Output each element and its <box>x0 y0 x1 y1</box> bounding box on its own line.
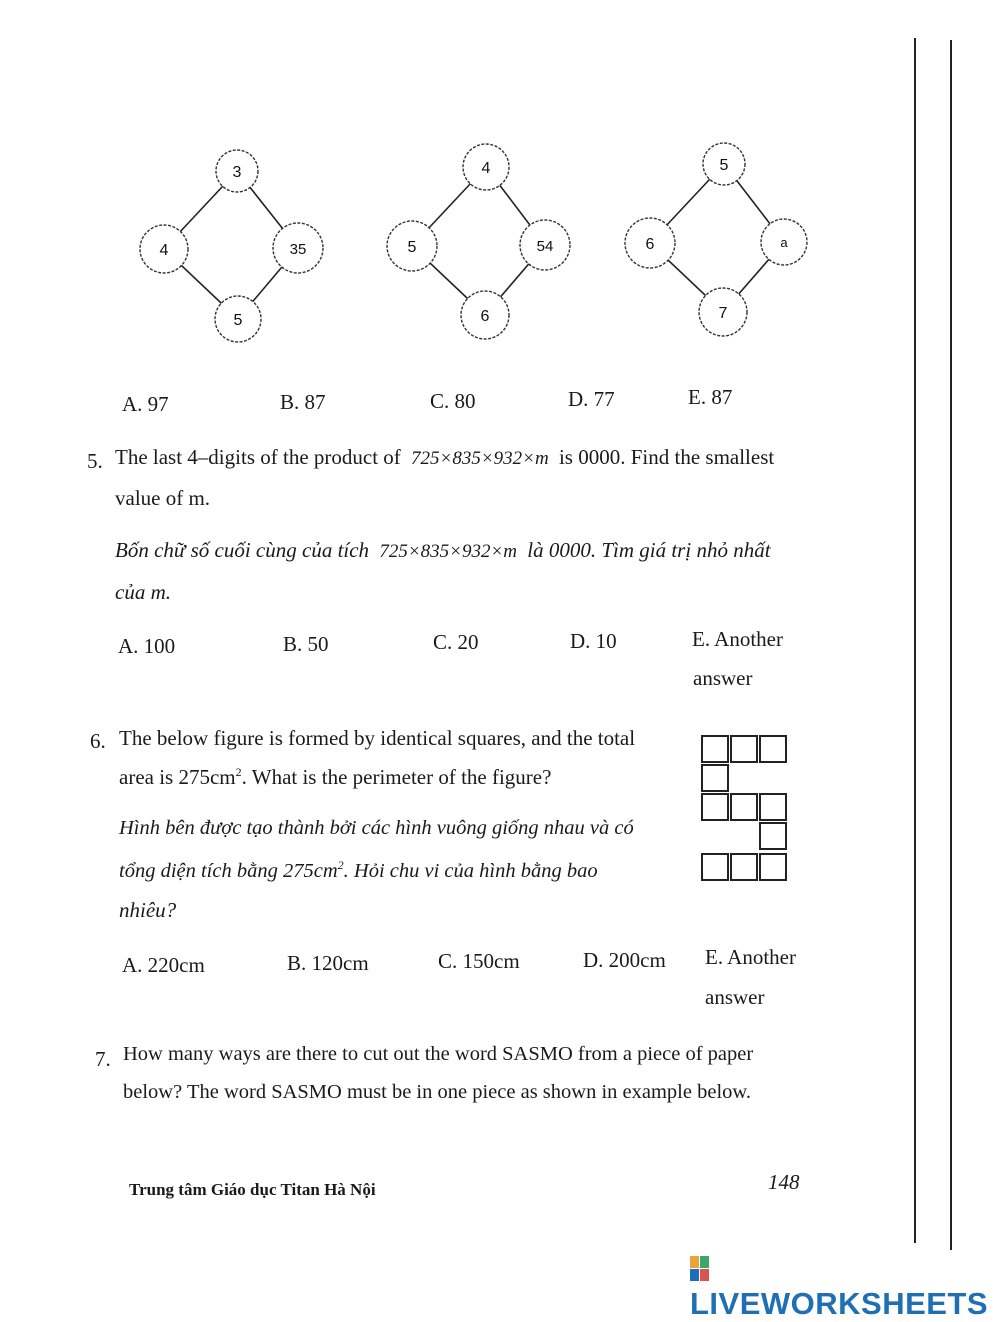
q7-line2: below? The word SASMO must be in one piece as shown in example below. <box>123 1081 751 1103</box>
q7-line1: How many ways are there to cut out the word SASMO from a piece of paper <box>123 1043 754 1065</box>
q6-option-a[interactable]: A. 220cm <box>122 953 205 977</box>
q6-vi-line2-pre: tổng diện tích bằng 275cm <box>119 859 338 882</box>
diamond-diagrams <box>0 0 1000 360</box>
q5-option-a[interactable]: A. 100 <box>118 634 176 658</box>
q5-math: 725×835×932×m <box>411 448 549 469</box>
liveworksheets-logo-icon <box>690 1256 710 1282</box>
q6-line2-sup: 2 <box>235 765 242 779</box>
q6-line2-post: . What is the perimeter of the figure? <box>241 765 552 789</box>
q5-number: 5. <box>87 449 103 473</box>
page-number: 148 <box>768 1170 800 1194</box>
q4-option-d[interactable]: D. 77 <box>568 387 615 411</box>
q6-option-d[interactable]: D. 200cm <box>583 948 666 972</box>
q5-line2: value of m. <box>115 486 211 510</box>
q5-vi-line2: của m. <box>115 580 171 604</box>
q6-option-e-cont: answer <box>705 985 765 1009</box>
q7-number: 7. <box>95 1047 111 1071</box>
square <box>759 853 787 881</box>
q5-option-e-cont: answer <box>693 666 753 690</box>
q5-line1-pre: The last 4–digits of the product of <box>115 445 401 469</box>
square <box>701 764 729 792</box>
q6-number: 6. <box>90 729 106 753</box>
q6-line2-pre: area is 275cm <box>119 765 236 789</box>
q4-option-e[interactable]: E. 87 <box>688 385 733 409</box>
q6-option-b[interactable]: B. 120cm <box>287 951 369 975</box>
square <box>730 793 758 821</box>
q5-vi-line1 <box>115 540 771 561</box>
square <box>730 735 758 763</box>
label-d3-bottom: 7 <box>718 305 728 322</box>
q6-vi-line2-sup: 2 <box>337 858 344 872</box>
label-d3-right: a <box>780 235 788 250</box>
label-d2-left: 5 <box>407 239 417 256</box>
q6-vi-line1: Hình bên được tạo thành bởi các hình vuông giống nhau và có <box>119 817 634 839</box>
q6-vi-line2 <box>119 859 598 881</box>
q5-option-e[interactable]: E. Another <box>692 627 783 651</box>
square <box>759 793 787 821</box>
q5-line1-post: is 0000. Find the smallest <box>558 445 775 469</box>
q4-option-b[interactable]: B. 87 <box>280 390 326 414</box>
q5-option-d[interactable]: D. 10 <box>570 629 617 653</box>
q4-option-a[interactable]: A. 97 <box>122 392 169 416</box>
label-d3-top: 5 <box>719 157 729 174</box>
q6-vi-line3: nhiêu? <box>119 898 177 922</box>
label-d1-right: 35 <box>289 241 307 258</box>
q5-vi-math: 725×835×932×m <box>379 541 517 562</box>
square <box>759 822 787 850</box>
q6-option-c[interactable]: C. 150cm <box>438 949 520 973</box>
label-d1-top: 3 <box>232 164 242 181</box>
q5-option-c[interactable]: C. 20 <box>433 630 479 654</box>
label-d1-bottom: 5 <box>233 312 243 329</box>
liveworksheets-logo[interactable] <box>690 1250 1000 1322</box>
q6-option-e[interactable]: E. Another <box>705 945 796 969</box>
q5-line1 <box>115 447 774 468</box>
label-d2-top: 4 <box>481 160 491 177</box>
q5-option-b[interactable]: B. 50 <box>283 632 329 656</box>
square <box>759 735 787 763</box>
footer-center-name: Trung tâm Giáo dục Titan Hà Nội <box>129 1180 376 1199</box>
label-d1-left: 4 <box>159 242 169 259</box>
q6-line1: The below figure is formed by identical squares, and the total <box>119 726 636 750</box>
q5-vi-line1-post: là 0000. Tìm giá trị nhỏ nhất <box>527 538 771 562</box>
label-d3-left: 6 <box>645 236 655 253</box>
square <box>701 793 729 821</box>
label-d2-right: 54 <box>536 238 554 255</box>
q4-option-c[interactable]: C. 80 <box>430 389 476 413</box>
q6-vi-line2-post: . Hỏi chu vi của hình bằng bao <box>343 859 598 882</box>
square <box>730 853 758 881</box>
square <box>701 853 729 881</box>
q6-line2 <box>119 766 551 788</box>
label-d2-bottom: 6 <box>480 308 490 325</box>
q5-vi-line1-pre: Bốn chữ số cuối cùng của tích <box>115 538 370 562</box>
square <box>701 735 729 763</box>
liveworksheets-logo-text: LIVEWORKSHEETS <box>690 1286 989 1321</box>
